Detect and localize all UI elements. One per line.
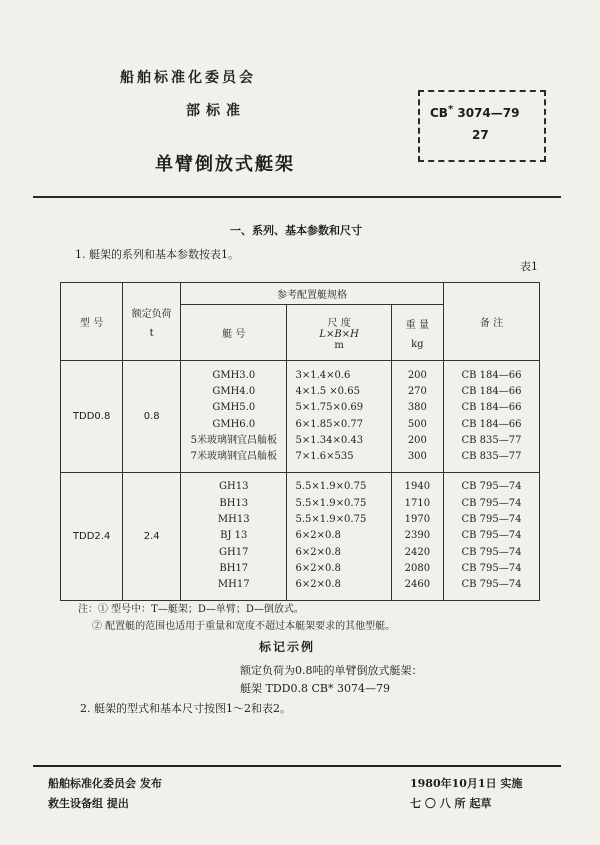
weight-list [391, 473, 443, 601]
boat-size: 5×1.34×0.43 [295, 434, 364, 446]
issuing-organization: 船舶标准化委员会 [120, 70, 256, 86]
header-size-formula: L×B×H [319, 329, 359, 340]
boat-size: 6×2×0.8 [295, 579, 341, 591]
header-size-unit: m [334, 340, 344, 351]
table-note-1: 注：① 型号中：T—艇架；D—单臂；D—倒放式。 [78, 604, 304, 615]
boat-name: GMH3.0 [212, 369, 256, 381]
note-list [443, 361, 539, 473]
table-row [61, 473, 540, 601]
boat-note: CB 184—66 [461, 402, 522, 414]
header-ref-boat: 参考配置艇规格 [181, 283, 444, 305]
footer-divider [33, 765, 561, 767]
standard-type: 部标准 [186, 103, 246, 119]
boat-note: CB 835—77 [461, 434, 522, 446]
boat-weight: 270 [407, 385, 427, 397]
boat-note: CB 795—74 [461, 530, 522, 542]
boat-name: GMH6.0 [212, 418, 256, 430]
paragraph-2: 2. 艇架的型式和基本尺寸按图1～2和表2。 [80, 702, 291, 715]
boat-weight: 200 [407, 434, 427, 446]
boat-size: 5.5×1.9×0.75 [295, 514, 367, 526]
boat-note: CB 795—74 [461, 562, 522, 574]
group-load: 2.4 [123, 473, 181, 601]
boat-name: MH13 [217, 514, 250, 526]
boat-note: CB 184—66 [461, 369, 522, 381]
header-weight-label: 重 量 [405, 319, 429, 331]
document-title: 单臂倒放式艇架 [155, 154, 295, 175]
table-row [61, 361, 540, 473]
boat-weight: 1970 [404, 514, 431, 526]
size-list [287, 473, 391, 601]
footer-institute: 七 〇 八 所 起草 [410, 797, 492, 810]
group-load: 0.8 [123, 361, 181, 473]
header-size-label: 尺 度 [327, 318, 351, 329]
boat-size: 5.5×1.9×0.75 [295, 481, 367, 493]
boat-name: 7米玻璃钢宜昌舢板 [190, 451, 277, 463]
footer-publisher: 船舶标准化委员会 发布 [48, 777, 162, 790]
weight-list [391, 361, 443, 473]
standard-code-sub: 27 [472, 128, 489, 142]
standard-code [430, 104, 519, 120]
header-boat: 艇 号 [181, 305, 287, 361]
boat-weight: 2420 [404, 546, 431, 558]
header-weight [391, 305, 443, 361]
boat-size: 6×2×0.8 [295, 530, 341, 542]
boat-name: MH17 [217, 579, 250, 591]
note-list [443, 473, 539, 601]
boat-list [181, 361, 287, 473]
header-size [287, 305, 391, 361]
header-note: 备 注 [443, 283, 539, 361]
boat-name: BH17 [219, 562, 249, 574]
boat-weight: 1940 [404, 481, 431, 493]
section-title: 一、系列、基本参数和尺寸 [230, 224, 362, 237]
code-prefix: CB [430, 106, 448, 120]
group-model: TDD2.4 [61, 473, 123, 601]
boat-weight: 200 [407, 369, 427, 381]
table-number: 表1 [520, 260, 538, 273]
boat-name: GMH4.0 [212, 385, 256, 397]
header-load-unit: t [149, 327, 154, 339]
boat-weight: 300 [407, 451, 427, 463]
boat-size: 7×1.6×535 [295, 451, 354, 463]
boat-note: CB 795—74 [461, 546, 522, 558]
code-number: 3074—79 [457, 106, 520, 120]
boat-name: GMH5.0 [212, 402, 256, 414]
standard-code-box [418, 90, 546, 162]
header-weight-unit: kg [411, 338, 424, 350]
table-note-2: ② 配置艇的范围也适用于重量和宽度不超过本艇架要求的其他型艇。 [92, 621, 396, 632]
boat-weight: 380 [407, 402, 427, 414]
boat-weight: 2390 [404, 530, 431, 542]
boat-size: 6×2×0.8 [295, 562, 341, 574]
boat-name: GH13 [219, 481, 249, 493]
boat-size: 6×1.85×0.77 [295, 418, 364, 430]
header-load-label: 额定负荷 [131, 308, 172, 320]
boat-weight: 500 [407, 418, 427, 430]
boat-list [181, 473, 287, 601]
boat-note: CB 795—74 [461, 514, 522, 526]
boat-size: 5×1.75×0.69 [295, 402, 364, 414]
boat-name: 5米玻璃钢宜昌舢板 [190, 434, 277, 446]
header-divider [33, 196, 561, 198]
example-title: 标记示例 [259, 640, 316, 654]
boat-size: 3×1.4×0.6 [295, 369, 351, 381]
boat-name: BJ 13 [220, 530, 248, 542]
code-mark: * [447, 104, 454, 115]
spec-table [60, 282, 540, 601]
boat-size: 5.5×1.9×0.75 [295, 497, 367, 509]
group-model: TDD0.8 [61, 361, 123, 473]
boat-weight: 1710 [404, 497, 431, 509]
boat-note: CB 795—74 [461, 579, 522, 591]
boat-note: CB 795—74 [461, 481, 522, 493]
example-line-1: 额定负荷为0.8吨的单臂倒放式艇架： [240, 664, 423, 677]
paragraph-1: 1. 艇架的系列和基本参数按表1。 [75, 248, 239, 261]
boat-note: CB 184—66 [461, 385, 522, 397]
header-model: 型 号 [61, 283, 123, 361]
footer-drafter: 救生设备组 提出 [48, 797, 129, 810]
header-load [123, 283, 181, 361]
boat-weight: 2080 [404, 562, 431, 574]
boat-name: BH13 [219, 497, 249, 509]
boat-note: CB 835—77 [461, 451, 522, 463]
size-list [287, 361, 391, 473]
footer-date: 1980年10月1日 实施 [410, 777, 523, 790]
boat-size: 4×1.5 ×0.65 [295, 385, 360, 397]
boat-note: CB 795—74 [461, 497, 522, 509]
boat-weight: 2460 [404, 579, 431, 591]
boat-note: CB 184—66 [461, 418, 522, 430]
example-line-2: 艇架 TDD0.8 CB* 3074—79 [240, 682, 390, 695]
boat-size: 6×2×0.8 [295, 546, 341, 558]
boat-name: GH17 [219, 546, 249, 558]
